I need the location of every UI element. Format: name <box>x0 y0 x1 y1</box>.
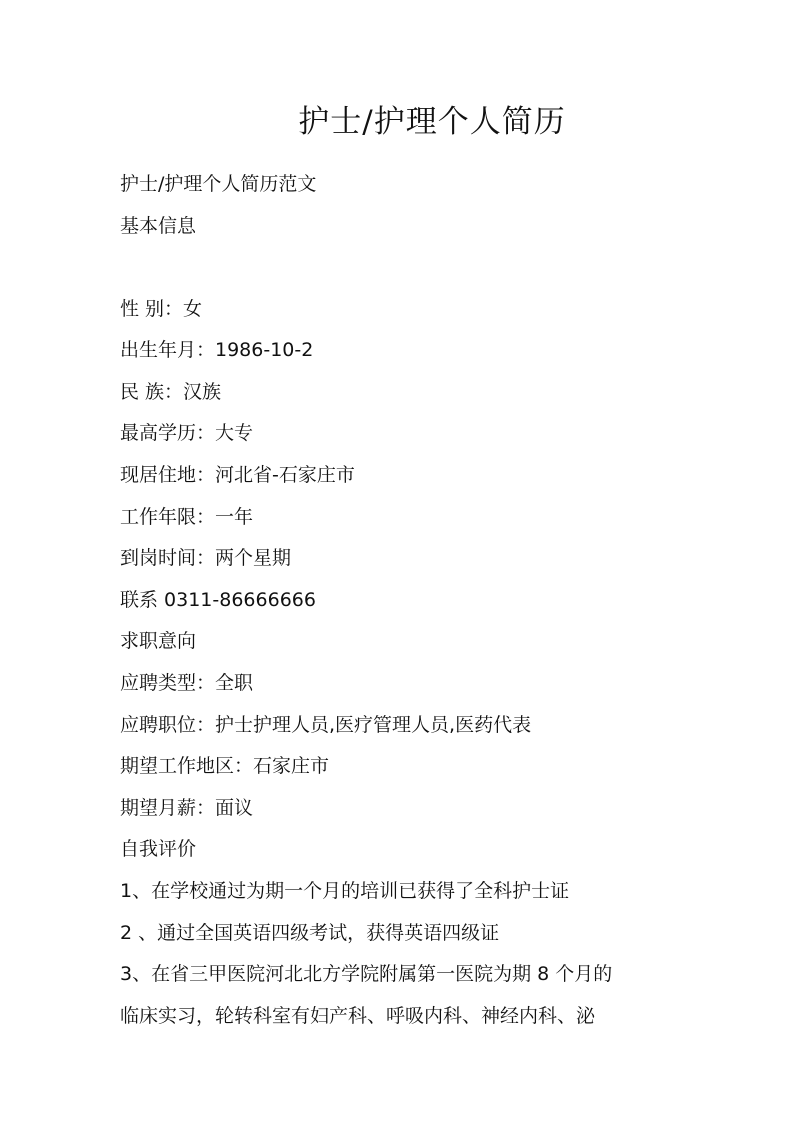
section-heading-basic-info: 基本信息 <box>120 214 197 237</box>
birth-date-line: 出生年月：1986-10-2 <box>120 339 314 362</box>
evaluation-item-1: 1、在学校通过为期一个月的培训已获得了全科护士证 <box>120 879 570 902</box>
residence-line: 现居住地：河北省-石家庄市 <box>120 463 355 486</box>
document-title: 护士/护理个人简历 <box>298 104 566 140</box>
position-line: 应聘职位：护士护理人员,医疗管理人员,医药代表 <box>120 713 532 736</box>
section-heading-self-evaluation: 自我评价 <box>120 838 197 861</box>
salary-line: 期望月薪：面议 <box>120 796 254 819</box>
evaluation-item-3-continued: 临床实习，轮转科室有妇产科、呼吸内科、神经内科、泌 <box>120 1004 596 1027</box>
document-body <box>120 170 720 1043</box>
evaluation-item-2: 2 、通过全国英语四级考试，获得英语四级证 <box>120 921 500 944</box>
availability-line: 到岗时间：两个星期 <box>120 547 292 570</box>
contact-line: 联系 0311-86666666 <box>120 588 316 611</box>
education-line: 最高学历：大专 <box>120 422 254 445</box>
job-type-line: 应聘类型：全职 <box>120 671 254 694</box>
section-heading-job-intention: 求职意向 <box>120 630 197 653</box>
gender-line: 性 别：女 <box>120 297 203 320</box>
subtitle-line: 护士/护理个人简历范文 <box>120 173 317 195</box>
location-line: 期望工作地区：石家庄市 <box>120 755 330 778</box>
ethnicity-line: 民 族：汉族 <box>120 380 222 403</box>
work-years-line: 工作年限：一年 <box>120 505 254 528</box>
evaluation-item-3: 3、在省三甲医院河北北方学院附属第一医院为期 8 个月的 <box>120 963 613 986</box>
